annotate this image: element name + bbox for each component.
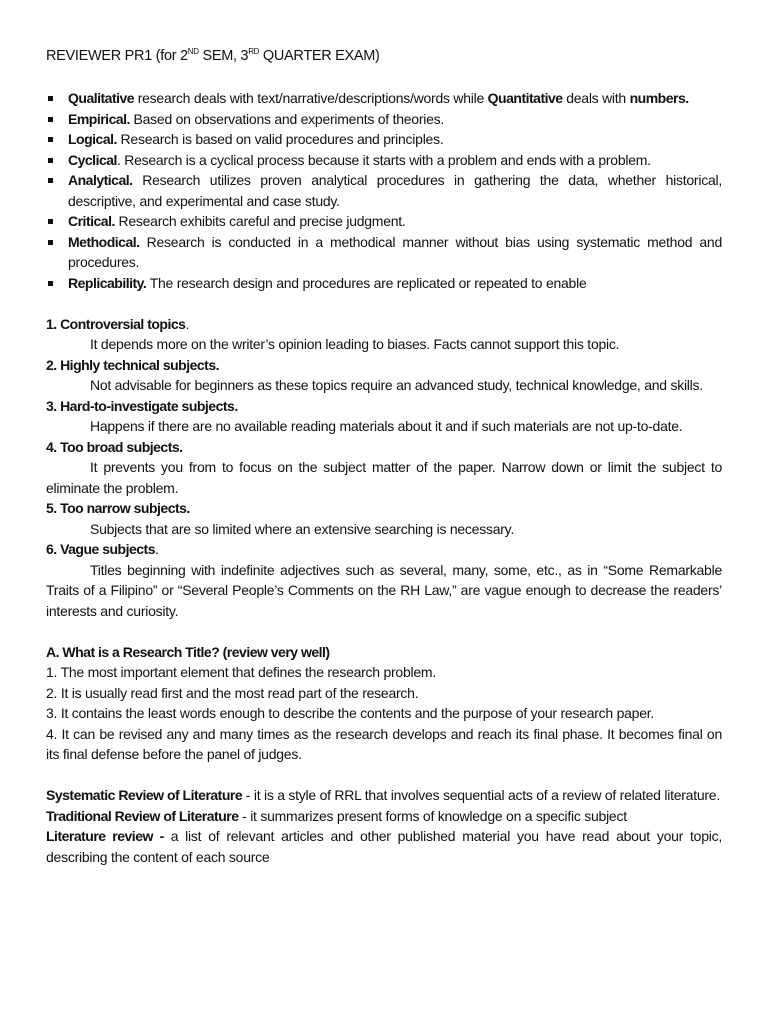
- research-title-section: [46, 642, 722, 765]
- topic-description: Titles beginning with indefinite adjectives such as several, many, some, etc., as in “Some Remarkable Traits of a Filipino” or “Several People’s Comments on the RH Law,” are vague enough to decrease the readers’ interests and curiosity.: [46, 561, 722, 619]
- list-item: Analytical. Research utilizes proven analytical procedures in gathering the data, whether historical, descriptive, and experimental and case study.: [46, 170, 722, 211]
- list-item: Empirical. Based on observations and experiments of theories.: [46, 109, 722, 130]
- definition: Traditional Review of Literature - it summarizes present forms of knowledge on a specific subject: [46, 807, 627, 824]
- list-item: 4. It can be revised any and many times as the research develops and reach its final phase. It becomes final on its final defense before the panel of judges.: [46, 725, 722, 762]
- list-item: Logical. Research is based on valid procedures and principles.: [46, 129, 722, 150]
- list-item: Replicability. The research design and procedures are replicated or repeated to enable: [46, 273, 722, 294]
- topic-description: Subjects that are so limited where an extensive searching is necessary.: [90, 520, 514, 537]
- topic-description: Happens if there are no available reading materials about it and if such materials are not up-to-date.: [90, 418, 683, 434]
- topic-description: Not advisable for beginners as these topics require an advanced study, technical knowledge, and skills.: [90, 377, 703, 393]
- topic-heading: 4. Too broad subjects.: [46, 438, 183, 455]
- list-item: Methodical. Research is conducted in a methodical manner without bias using systematic method and procedures.: [46, 232, 722, 273]
- list-item: 1. The most important element that defines the research problem.: [46, 664, 436, 680]
- topic-heading: 5. Too narrow subjects.: [46, 500, 190, 516]
- list-item: Cyclical. Research is a cyclical process because it starts with a problem and ends with a problem.: [46, 150, 722, 171]
- document-title: REVIEWER PR1 (for 2ND SEM, 3RD QUARTER EXAM): [46, 47, 380, 64]
- definitions-section: [46, 785, 722, 867]
- topic-heading: 1. Controversial topics.: [46, 315, 189, 332]
- topic-heading: 2. Highly technical subjects.: [46, 356, 220, 373]
- list-item: Critical. Research exhibits careful and precise judgment.: [46, 211, 722, 232]
- topic-heading: 3. Hard-to-investigate subjects.: [46, 397, 238, 414]
- list-item: 3. It contains the least words enough to describe the contents and the purpose of your research paper.: [46, 705, 655, 721]
- definition: Literature review - a list of relevant articles and other published material you have read about your topic, describing the content of each source: [46, 828, 722, 865]
- characteristics-list: [46, 88, 722, 293]
- topic-heading: 6. Vague subjects.: [46, 541, 159, 557]
- topic-description: It depends more on the writer’s opinion leading to biases. Facts cannot support this topic.: [90, 336, 620, 352]
- section-heading: A. What is a Research Title? (review very well): [46, 643, 330, 660]
- list-item: 2. It is usually read first and the most read part of the research.: [46, 684, 419, 701]
- topics-section: [46, 314, 722, 622]
- definition: Systematic Review of Literature - it is a style of RRL that involves sequential acts of a review of related literature.: [46, 787, 720, 803]
- topic-description: It prevents you from to focus on the subject matter of the paper. Narrow down or limit the subject to eliminate the problem.: [46, 459, 722, 496]
- list-item: Qualitative research deals with text/narrative/descriptions/words while Quantitative deals with numbers.: [46, 88, 722, 109]
